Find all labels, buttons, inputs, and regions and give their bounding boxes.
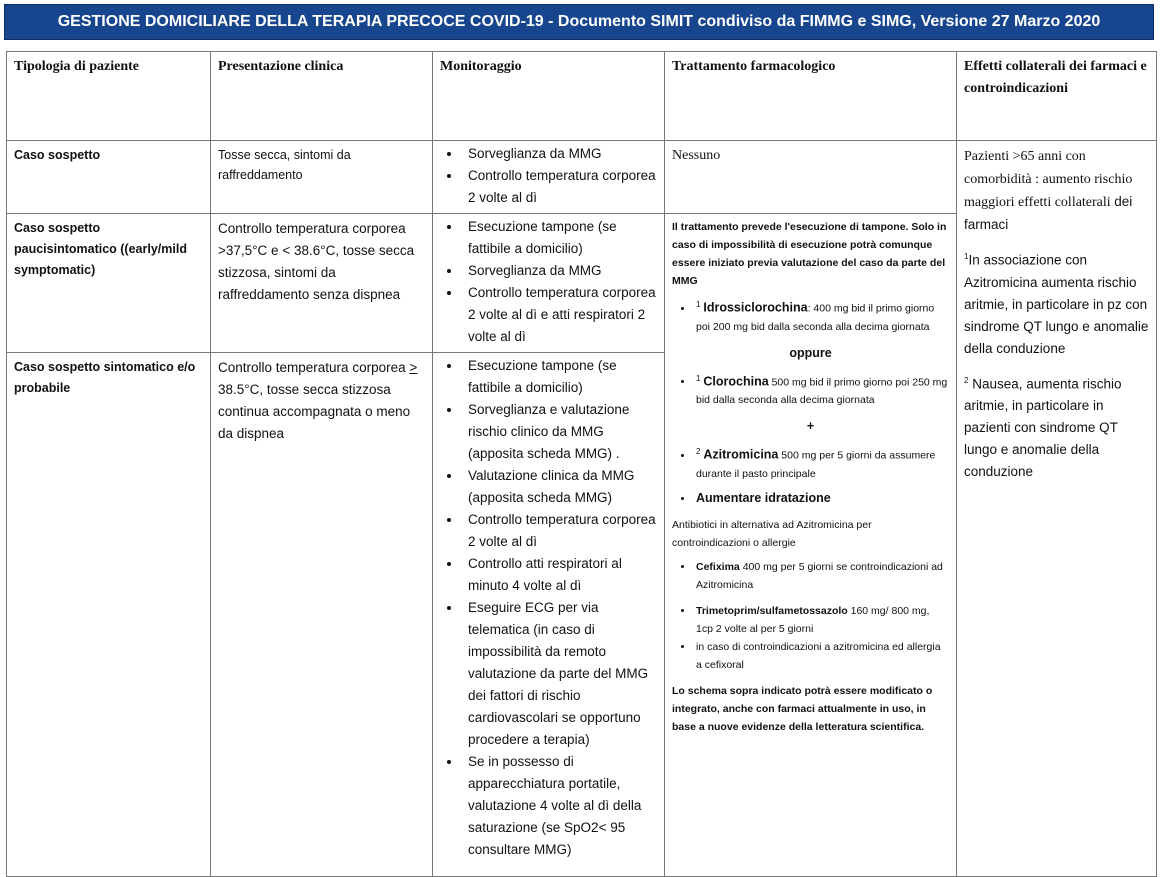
row3-tipologia: Caso sospetto sintomatico e/o probabile [7,353,211,877]
list-item: • Se in possesso di apparecchiatura portatile, valutazione 4 volte al dì della saturazione (se SpO2< 95 consultare MMG) [462,751,657,861]
trattamento-cell [665,214,957,877]
effetti-cell [957,141,1157,877]
list-item: • Controllo temperatura corporea 2 volte al dì [462,509,657,553]
list-item: • Controllo temperatura corporea 2 volte al dì [462,165,657,209]
list-item: • Valutazione clinica da MMG (apposita scheda MMG) [462,465,657,509]
row1-trattamento: Nessuno [665,141,957,214]
list-item: • Eseguire ECG per via telematica (in caso di impossibilità da remoto valutazione da parte del MMG dei fattori di rischio cardiovascolari se opportuno procedere a terapia) [462,597,657,751]
row1-presentazione: Tosse secca, sintomi da raffreddamento [211,141,433,214]
trimetoprim-note: • in caso di controindicazioni a azitromicina ed allergia a cefixoral [694,638,949,674]
row3-presentazione: Controllo temperatura corporea > 38.5°C, tosse secca stizzosa continua accompagnata o meno da dispnea [211,353,433,877]
antibiotici-note: Antibiotici in alternativa ad Azitromicina per controindicazioni o allergie [672,518,872,549]
document-title-banner: GESTIONE DOMICILIARE DELLA TERAPIA PRECOCE COVID-19 - Documento SIMIT condiviso da FIMMG e SIMG, Versione 27 Marzo 2020 [4,4,1154,40]
row1-monitoraggio [433,141,665,214]
drug-cefixima: • Cefixima 400 mg per 5 giorni se controindicazioni ad Azitromicina [694,558,949,594]
drug-azitromicina: • $^2$ Azitromicina 500 mg per 5 giorni da assumere durante il pasto principale [694,443,949,483]
row3-monitoraggio [433,353,665,877]
row2-monitoraggio [433,214,665,353]
drug-idrossiclorochina: • $^1$ Idrossiclorochina: 400 mg bid il primo giorno poi 200 mg bid dalla seconda alla decima giornata [694,296,949,336]
oppure-label: oppure [789,345,832,360]
list-item: • Esecuzione tampone (se fattibile a domicilio) [462,355,657,399]
plus-label: + [806,419,815,433]
effetti-anziani: Pazienti >65 anni con comorbidità : aumento rischio maggiori effetti collaterali dei farmaci [964,149,1133,232]
idratazione-item: • Aumentare idratazione [694,489,949,508]
list-item: • Esecuzione tampone (se fattibile a domicilio) [462,216,657,260]
therapy-table [6,51,1157,877]
list-item: • Controllo atti respiratori al minuto 4 volte al dì [462,553,657,597]
trattamento-intro: Il trattamento prevede l'esecuzione di tampone. Solo in caso di impossibilità di esecuzione potrà comunque essere iniziato previa valutazione del caso da parte del MMG [672,221,947,287]
header-monitoraggio: Monitoraggio [433,52,665,141]
header-presentazione: Presentazione clinica [211,52,433,141]
row2-presentazione: Controllo temperatura corporea >37,5°C e < 38.6°C, tosse secca stizzosa, sintomi da raffreddamento senza dispnea [211,214,433,353]
header-trattamento: Trattamento farmacologico [665,52,957,141]
table-header-row [7,52,1157,141]
list-item: • Sorveglianza da MMG [462,143,657,165]
header-tipologia: Tipologia di paziente [7,52,211,141]
table-row [7,141,1157,214]
drug-trimetoprim: • Trimetoprim/sulfametossazolo 160 mg/ 800 mg, 1cp 2 volte al per 5 giorni [694,602,949,638]
list-item: • Sorveglianza e valutazione rischio clinico da MMG (apposita scheda MMG) . [462,399,657,465]
row1-tipologia: Caso sospetto [7,141,211,214]
effetti-azitromicina: $^2$ Nausea, aumenta rischio aritmie, in particolare in pazienti con sindrome QT lungo e anomalie della conduzione [964,375,1122,479]
row2-tipologia: Caso sospetto paucisintomatico ((early/mild symptomatic) [7,214,211,353]
trattamento-outro: Lo schema sopra indicato potrà essere modificato o integrato, anche con farmaci attualmente in uso, in base a nuove evidenze della letteratura scientifica. [672,684,933,733]
drug-clorochina: • $^1$ Clorochina 500 mg bid il primo giorno poi 250 mg bid dalla seconda alla decima giornata [694,370,949,410]
list-item: • Sorveglianza da MMG [462,260,657,282]
header-effetti: Effetti collaterali dei farmaci e controindicazioni [957,52,1157,141]
effetti-idrossiclorochina: $^1$In associazione con Azitromicina aumenta rischio aritmie, in particolare in pz con sindrome QT lungo e anomalie della conduzione [964,252,1149,356]
list-item: • Controllo temperatura corporea 2 volte al dì e atti respiratori 2 volte al dì [462,282,657,348]
